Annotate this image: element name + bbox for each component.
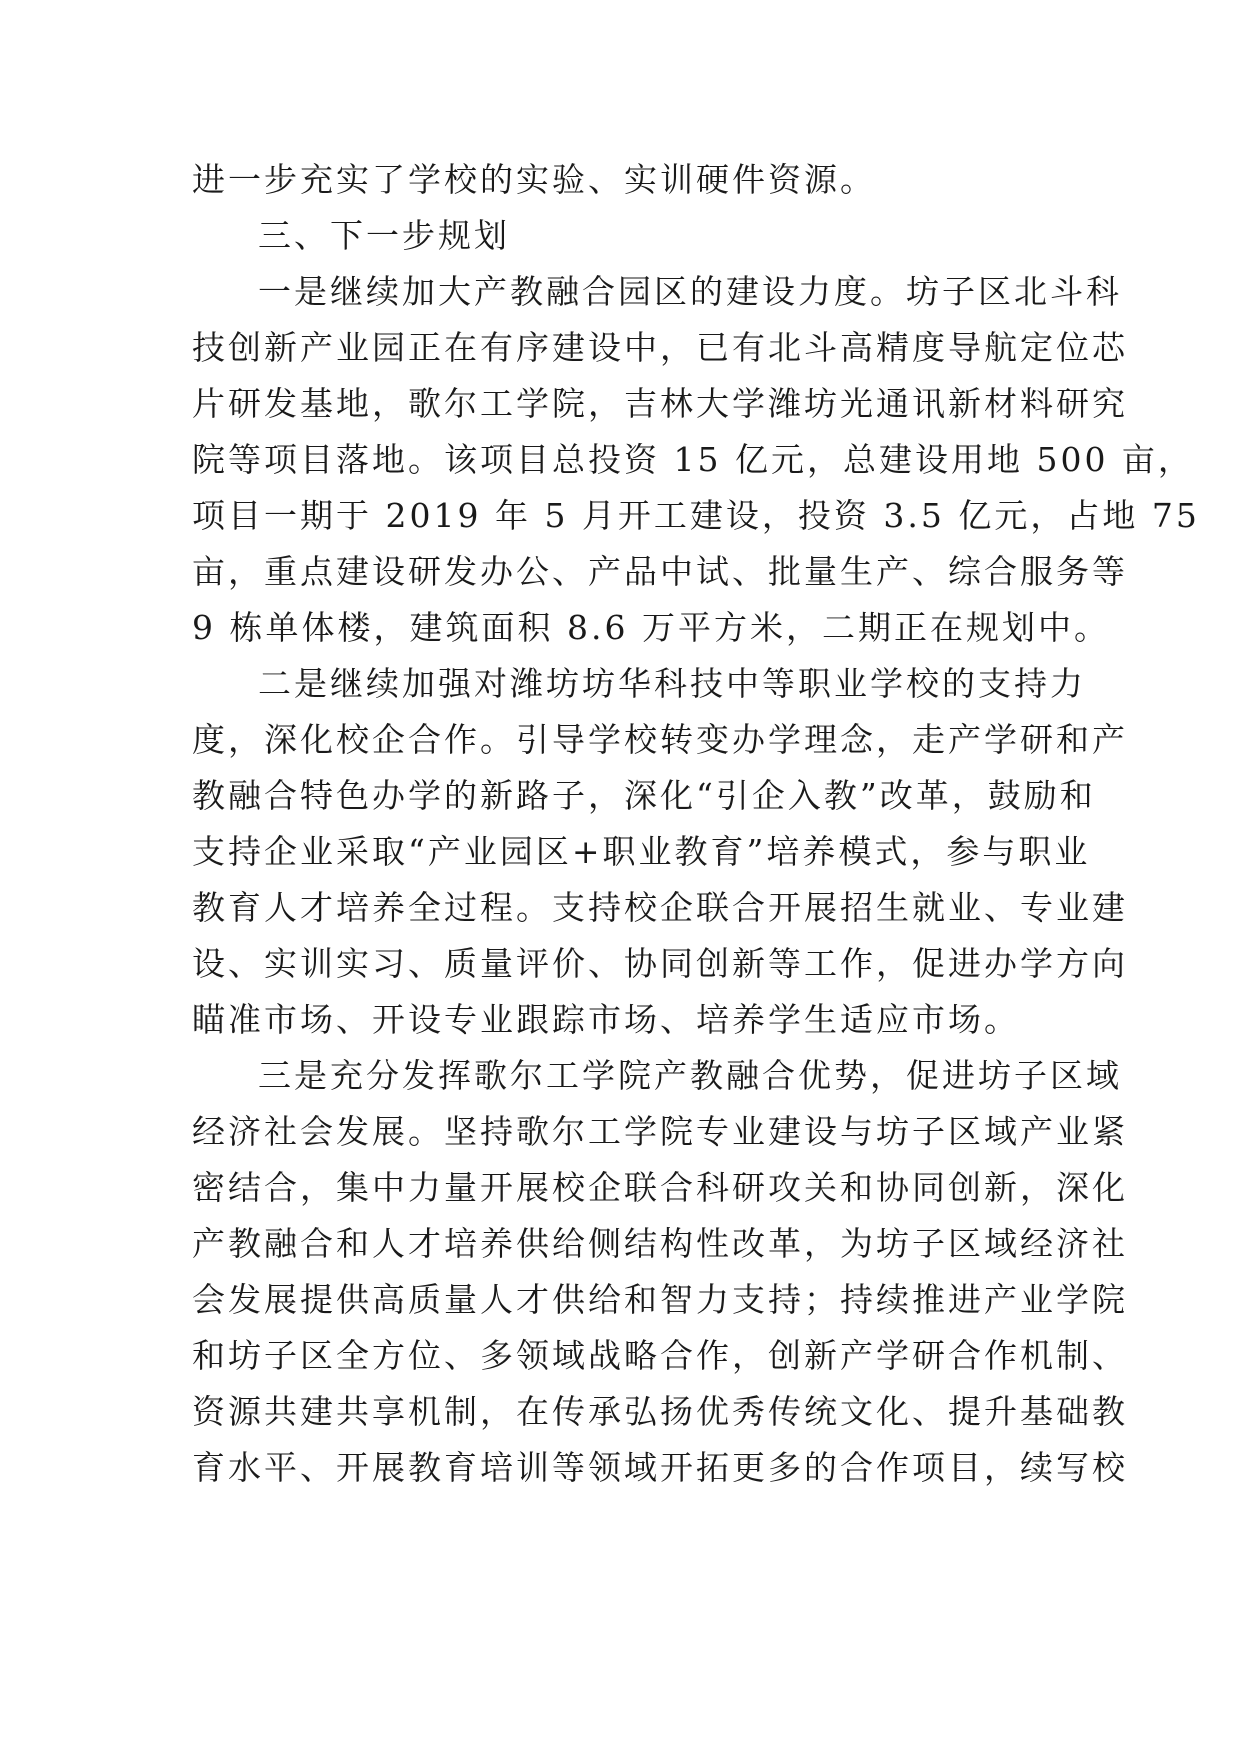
text-line: 教融合特色办学的新路子，深化“引企入教”改革，鼓励和 [192, 776, 1096, 815]
text-line: 密结合，集中力量开展校企联合科研攻关和协同创新，深化 [192, 1168, 1128, 1207]
text-line: 瞄准市场、开设专业跟踪市场、培养学生适应市场。 [192, 1000, 1020, 1039]
text-line: 9 栋单体楼，建筑面积 8.6 万平方米，二期正在规划中。 [192, 608, 1110, 647]
text-line: 一是继续加大产教融合园区的建设力度。坊子区北斗科 [258, 272, 1122, 311]
text-line: 院等项目落地。该项目总投资 15 亿元，总建设用地 500 亩， [192, 440, 1194, 479]
text-line: 设、实训实习、质量评价、协同创新等工作，促进办学方向 [192, 944, 1128, 983]
body-text [192, 152, 1200, 1496]
text-line: 经济社会发展。坚持歌尔工学院专业建设与坊子区域产业紧 [192, 1112, 1128, 1151]
text-line: 技创新产业园正在有序建设中，已有北斗高精度导航定位芯 [192, 328, 1128, 367]
text-line: 和坊子区全方位、多领域战略合作，创新产学研合作机制、 [192, 1336, 1128, 1375]
text-line: 度，深化校企合作。引导学校转变办学理念，走产学研和产 [192, 720, 1128, 759]
text-line: 进一步充实了学校的实验、实训硬件资源。 [192, 160, 876, 199]
text-line: 二是继续加强对潍坊坊华科技中等职业学校的支持力 [258, 664, 1086, 703]
text-line: 会发展提供高质量人才供给和智力支持；持续推进产业学院 [192, 1280, 1128, 1319]
text-line: 亩，重点建设研发办公、产品中试、批量生产、综合服务等 [192, 552, 1128, 591]
text-line: 育水平、开展教育培训等领域开拓更多的合作项目，续写校 [192, 1448, 1128, 1487]
text-line: 教育人才培养全过程。支持校企联合开展招生就业、专业建 [192, 888, 1128, 927]
text-line: 支持企业采取“产业园区+职业教育”培养模式，参与职业 [192, 832, 1091, 871]
text-line: 片研发基地，歌尔工学院，吉林大学潍坊光通讯新材料研究 [192, 384, 1128, 423]
text-line: 三是充分发挥歌尔工学院产教融合优势，促进坊子区域 [258, 1056, 1122, 1095]
text-line: 资源共建共享机制，在传承弘扬优秀传统文化、提升基础教 [192, 1392, 1128, 1431]
text-line: 三、下一步规划 [258, 216, 510, 255]
text-line: 项目一期于 2019 年 5 月开工建设，投资 3.5 亿元，占地 75 [192, 496, 1200, 535]
text-line: 产教融合和人才培养供给侧结构性改革，为坊子区域经济社 [192, 1224, 1128, 1263]
